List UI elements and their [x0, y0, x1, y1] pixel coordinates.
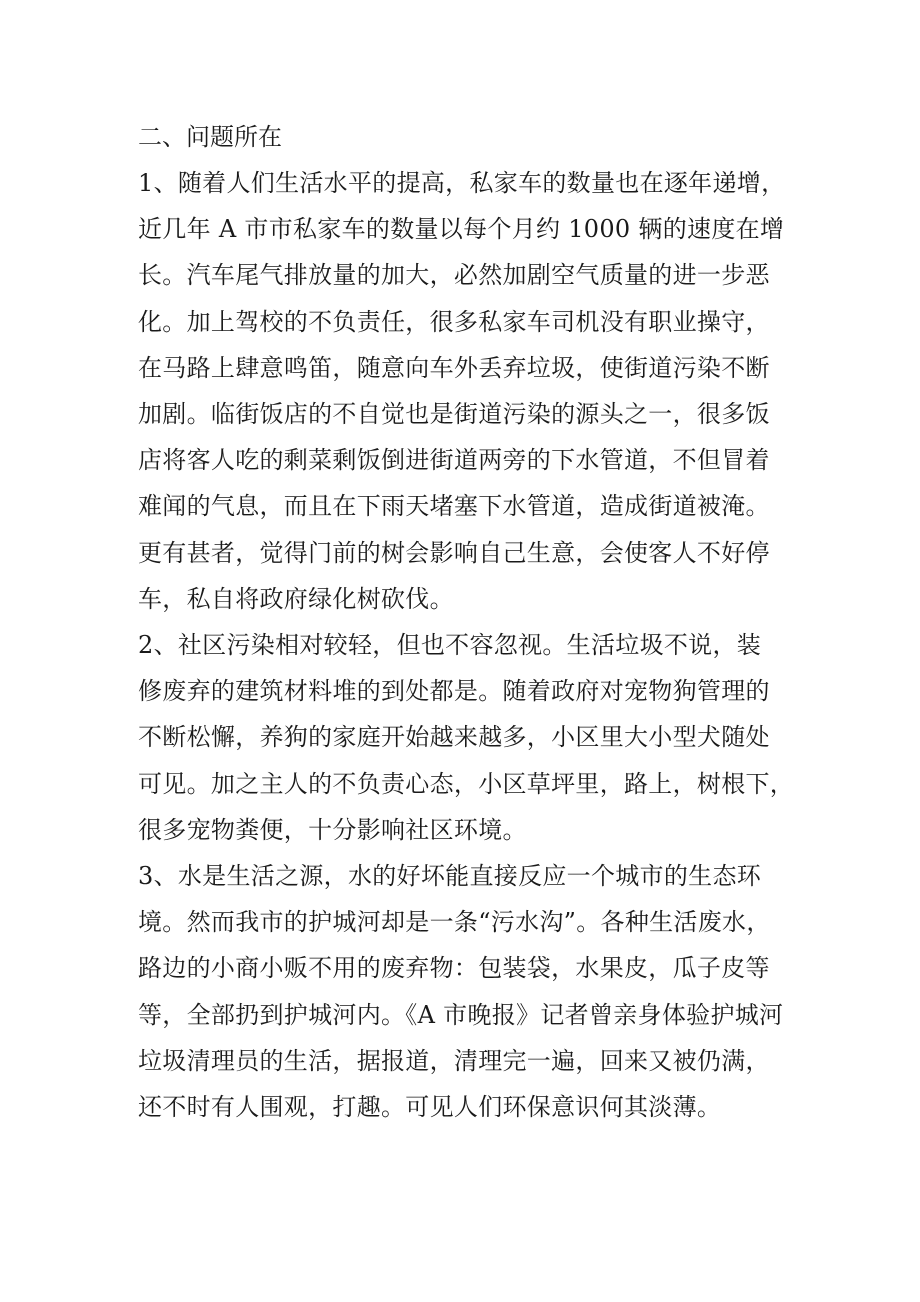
paragraph-line: 垃圾清理员的生活，据报道，清理完一遍，回来又被仍满，	[138, 1046, 770, 1075]
paragraph-line: 还不时有人围观，打趣。可见人们环保意识何其淡薄。	[138, 1093, 722, 1122]
paragraph-line: 不断松懈，养狗的家庭开始越来越多，小区里大小型犬随处	[138, 723, 770, 752]
paragraph-line: 2、社区污染相对较轻，但也不容忽视。生活垃圾不说，装	[138, 631, 762, 660]
paragraph-line: 更有甚者，觉得门前的树会影响自己生意，会使客人不好停	[138, 538, 770, 567]
paragraph-line: 可见。加之主人的不负责心态，小区草坪里，路上，树根下，	[138, 769, 795, 798]
paragraph-line: 长。汽车尾气排放量的加大，必然加剧空气质量的进一步恶	[138, 261, 770, 290]
section-heading: 二、问题所在	[138, 123, 282, 151]
paragraph-line: 等，全部扔到护城河内。《A 市晚报》记者曾亲身体验护城河	[138, 1000, 784, 1029]
document-body	[138, 114, 798, 1130]
paragraph-line: 在马路上肆意鸣笛，随意向车外丢弃垃圾，使街道污染不断	[138, 353, 770, 382]
paragraph-line: 店将客人吃的剩菜剩饭倒进街道两旁的下水管道，不但冒着	[138, 446, 770, 475]
paragraph-line: 3、水是生活之源，水的好坏能直接反应一个城市的生态环	[138, 862, 762, 891]
paragraph-2	[138, 622, 798, 853]
paragraph-line: 修废弃的建筑材料堆的到处都是。随着政府对宠物狗管理的	[138, 677, 770, 706]
paragraph-line: 难闻的气息，而且在下雨天堵塞下水管道，造成街道被淹。	[138, 492, 770, 521]
paragraph-line: 近几年 A 市市私家车的数量以每个月约 1000 辆的速度在增	[138, 215, 785, 244]
paragraph-line: 车，私自将政府绿化树砍伐。	[138, 584, 454, 613]
paragraph-1	[138, 160, 798, 622]
paragraph-line: 化。加上驾校的不负责任，很多私家车司机没有职业操守，	[138, 307, 770, 336]
paragraph-line: 境。然而我市的护城河却是一条“污水沟”。各种生活废水，	[138, 908, 771, 937]
paragraph-line: 很多宠物粪便，十分影响社区环境。	[138, 815, 527, 844]
paragraph-line: 路边的小商小贩不用的废弃物：包装袋，水果皮，瓜子皮等	[138, 954, 770, 983]
paragraph-line: 1、随着人们生活水平的提高，私家车的数量也在逐年递增，	[138, 169, 786, 197]
paragraph-line: 加剧。临街饭店的不自觉也是街道污染的源头之一，很多饭	[138, 400, 770, 429]
paragraph-3	[138, 853, 798, 1130]
